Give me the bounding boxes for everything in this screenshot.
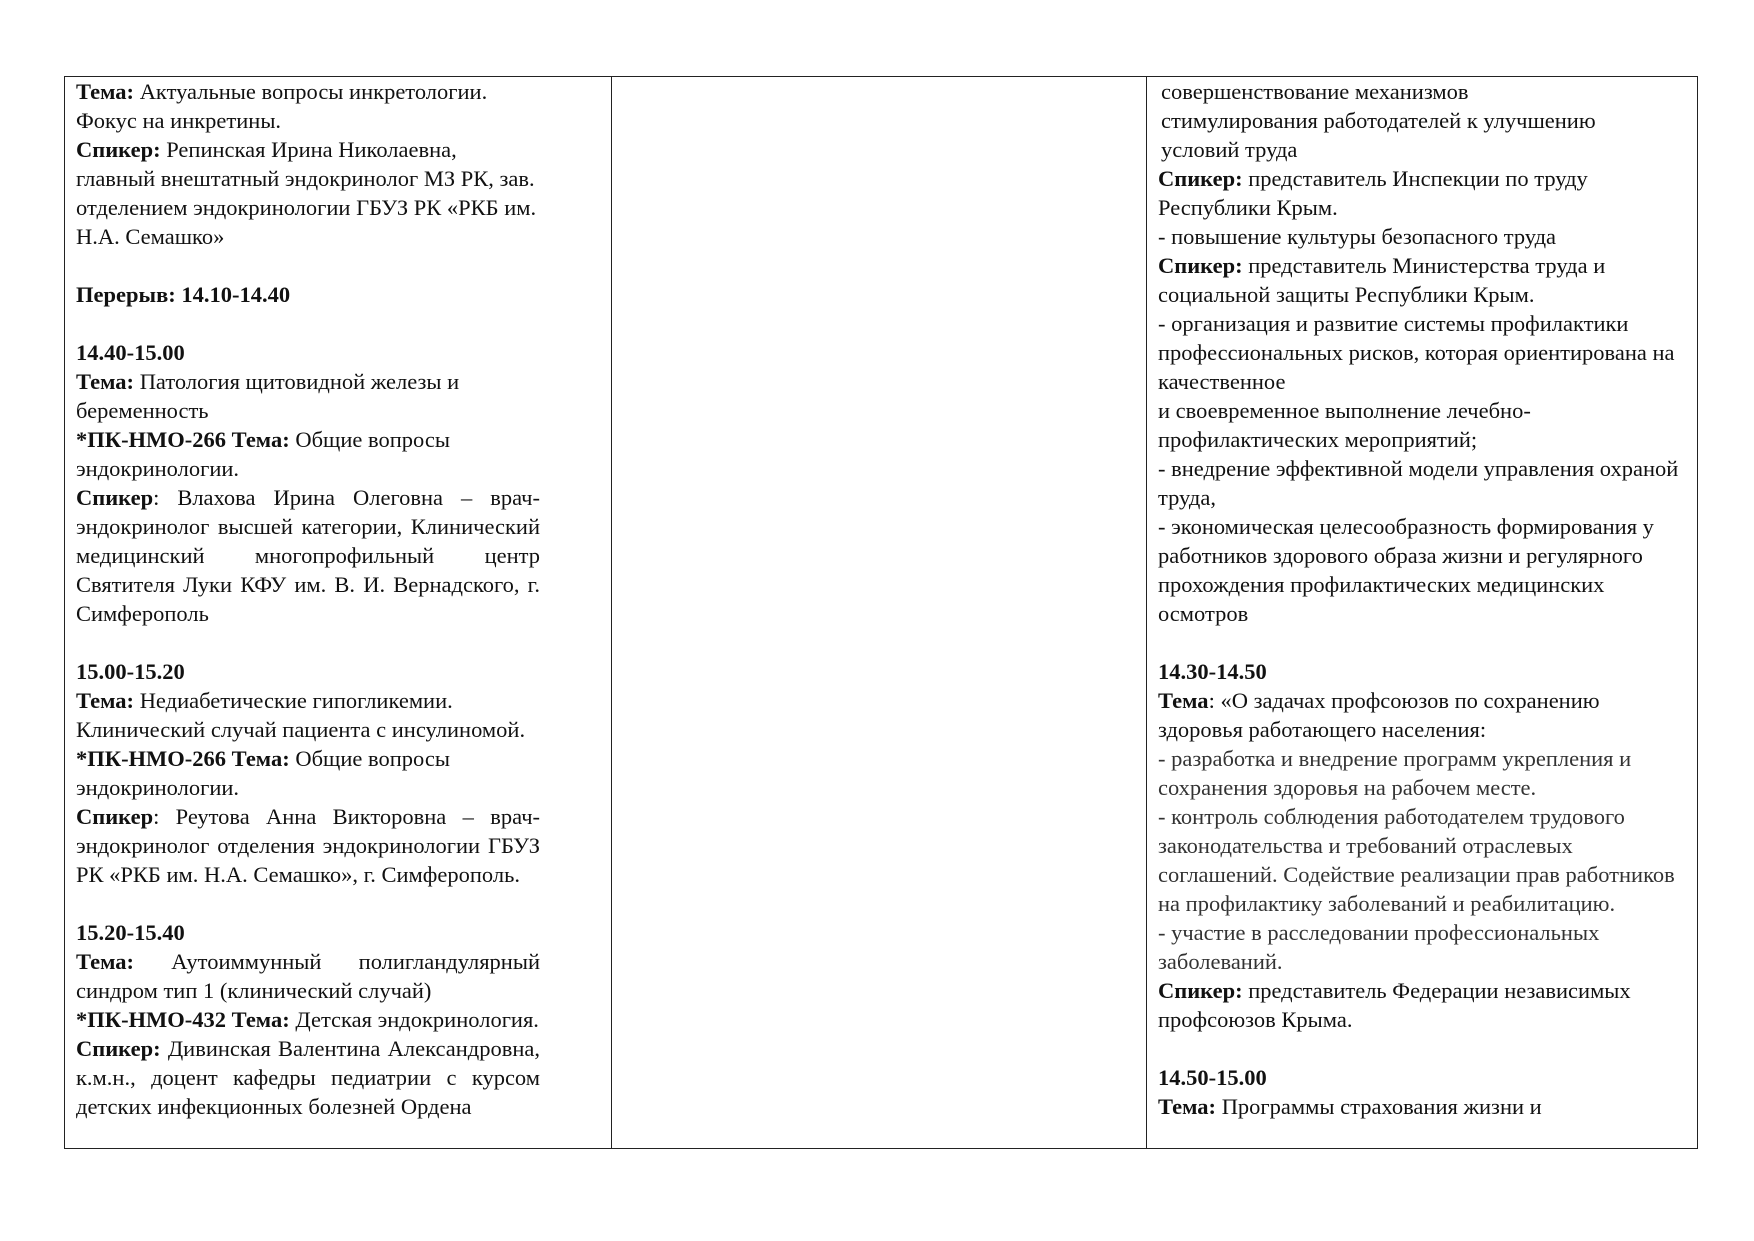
text-line: - экономическая целесообразность формирования у работников здорового образа жизни и регулярного прохождения профилактических медицинских осмотров xyxy=(1158,514,1654,626)
session-code: *ПК-НМО-266 Тема: Общие вопросы эндокринологии. xyxy=(76,746,450,800)
text-line: - организация и развитие системы профилактики профессиональных рисков, которая ориентирована на качественное xyxy=(1158,311,1675,394)
table-row xyxy=(65,77,1698,1149)
session-time: 14.50-15.00 xyxy=(1158,1065,1267,1090)
text-line: стимулирования работодателей к улучшению xyxy=(1161,108,1596,133)
speaker-line: Спикер: Репинская Ирина Николаевна, главный внештатный эндокринолог МЗ РК, зав. отделением эндокринологии ГБУЗ РК «РКБ им. Н.А. Семашко» xyxy=(76,137,537,249)
text-line: и своевременное выполнение лечебно-профилактических мероприятий; xyxy=(1158,398,1531,452)
session-speaker: Спикер: Реутова Анна Викторовна – врач-эндокринолог отделения эндокринологии ГБУЗ РК «РКБ им. Н.А. Семашко», г. Симферополь. xyxy=(76,804,540,887)
text-line: условий труда xyxy=(1161,137,1298,162)
speaker-line: Спикер: представитель Министерства труда и социальной защиты Республики Крым. xyxy=(1158,253,1606,307)
text-line: совершенствование механизмов xyxy=(1161,79,1469,104)
speaker-line: Спикер: представитель Федерации независимых профсоюзов Крыма. xyxy=(1158,978,1631,1032)
schedule-table xyxy=(64,76,1698,1149)
topic-line: Тема: Актуальные вопросы инкретологии. Фокус на инкретины. xyxy=(76,79,488,133)
speaker-line: Спикер: представитель Инспекции по труду Республики Крым. xyxy=(1158,166,1588,220)
session-topic: Тема: Патология щитовидной железы и беременность xyxy=(76,369,460,423)
session-topic: Тема: Недиабетические гипогликемии. Клинический случай пациента с инсулиномой. xyxy=(76,688,526,742)
session-time: 15.00-15.20 xyxy=(76,659,185,684)
session-code: *ПК-НМО-266 Тема: Общие вопросы эндокринологии. xyxy=(76,427,450,481)
text-line: - участие в расследовании профессиональных заболеваний. xyxy=(1158,920,1600,974)
left-column-cell xyxy=(65,77,612,1149)
text-line: - разработка и внедрение программ укрепления и сохранения здоровья на рабочем месте. xyxy=(1158,746,1632,800)
break-line: Перерыв: 14.10-14.40 xyxy=(76,282,291,307)
session-time: 14.40-15.00 xyxy=(76,340,185,365)
session-time: 15.20-15.40 xyxy=(76,920,185,945)
session-topic: Тема: Аутоиммунный полигландулярный синдром тип 1 (клинический случай) xyxy=(76,949,540,1003)
text-line: - внедрение эффективной модели управления охраной труда, xyxy=(1158,456,1679,510)
middle-column-cell xyxy=(612,77,1147,1149)
session-code: *ПК-НМО-432 Тема: Детская эндокринология. xyxy=(76,1007,539,1032)
session-speaker: Спикер: Дивинская Валентина Александровна, к.м.н., доцент кафедры педиатрии с курсом детских инфекционных болезней Ордена xyxy=(76,1036,540,1119)
session-time: 14.30-14.50 xyxy=(1158,659,1267,684)
session-topic: Тема: «О задачах профсоюзов по сохранению здоровья работающего населения: xyxy=(1158,688,1600,742)
right-column-cell xyxy=(1147,77,1698,1149)
session-topic: Тема: Программы страхования жизни и xyxy=(1158,1094,1542,1119)
text-line: - повышение культуры безопасного труда xyxy=(1158,224,1557,249)
text-line: - контроль соблюдения работодателем трудового законодательства и требований отраслевых соглашений. Содействие реализации прав работников на профилактику заболеваний и реабилитацию. xyxy=(1158,804,1675,916)
session-speaker: Спикер: Влахова Ирина Олеговна – врач-эндокринолог высшей категории, Клинический медицинский многопрофильный центр Святителя Луки КФУ им. В. И. Вернадского, г. Симферополь xyxy=(76,485,540,626)
